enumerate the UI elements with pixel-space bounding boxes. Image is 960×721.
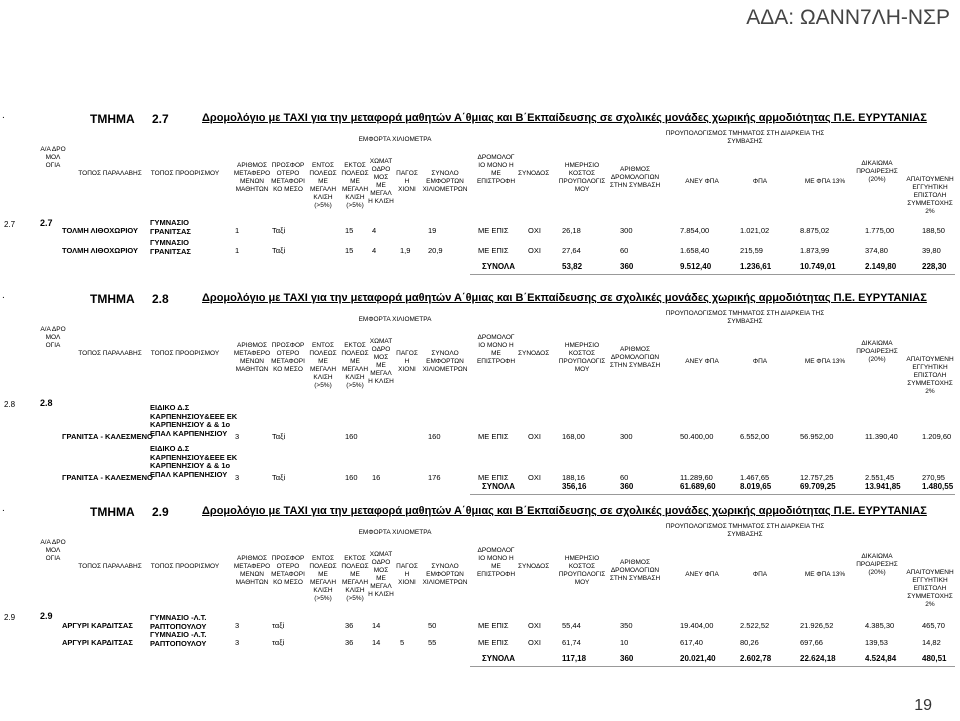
header-emforta: ΕΜΦΟΡΤΑ ΧΙΛΙΟΜΕΤΡΑ bbox=[358, 316, 432, 323]
aa-number: 2.9 bbox=[40, 611, 53, 621]
header-fpa: ΦΠΑ bbox=[752, 358, 768, 365]
header-arith_drom: ΑΡΙΘΜΟΣ ΔΡΟΜΟΛΟΓΙΩΝ ΣΤΗΝ ΣΥΜΒΑΣΗ bbox=[609, 559, 661, 582]
header-dromolog: ΔΡΟΜΟΛΟΓ ΙΟ ΜΟΝΟ Η ΜΕ ΕΠΙΣΤΡΟΦΗ bbox=[476, 547, 516, 578]
cell-route: ΜΕ ΕΠΙΣ bbox=[478, 432, 509, 441]
cell-sum: 50 bbox=[428, 621, 437, 630]
header-proypologismos: ΠΡΟΥΠΟΛΟΓΙΣΜΟΣ ΤΜΗΜΑΤΟΣ ΣΤΗ ΔΙΑΡΚΕΙΑ ΤΗΣ ΣΥΜΒΑΣΗΣ bbox=[665, 130, 825, 145]
cell-to: ΓΥΜΝΑΣΙΟ ΓΡΑΝΙΤΣΑΣ bbox=[150, 218, 191, 236]
cell-days: 10 bbox=[620, 638, 629, 647]
total-daily: 117,18 bbox=[562, 654, 587, 663]
header-dikaioma: ΔΙΚΑΙΩΜΑ ΠΡΟΑΙΡΕΣΗΣ (20%) bbox=[856, 160, 898, 183]
cell-egg: 14,82 bbox=[922, 638, 941, 647]
totals-label: ΣΥΝΟΛΑ bbox=[482, 654, 516, 663]
cell-route: ΜΕ ΕΠΙΣ bbox=[478, 473, 509, 482]
cell-veh: Ταξί bbox=[272, 226, 286, 235]
header-topos_proorismou: ΤΟΠΟΣ ΠΡΟΟΡΙΣΜΟΥ bbox=[150, 563, 220, 570]
header-emforta: ΕΜΦΟΡΤΑ ΧΙΛΙΟΜΕΤΡΑ bbox=[358, 529, 432, 536]
total-dik: 4.524,84 bbox=[865, 654, 897, 663]
cell-veh: Ταξί bbox=[272, 473, 286, 482]
header-synodos: ΣΥΝΟΔΟΣ bbox=[518, 563, 550, 570]
header-imerisio: ΗΜΕΡΗΣΙΟ ΚΟΣΤΟΣ ΠΡΟΥΠΟΛΟΓΙΣ ΜΟΥ bbox=[558, 342, 606, 373]
header-me_fpa: ΜΕ ΦΠΑ 13% bbox=[804, 571, 846, 578]
total-aneu: 20.021,40 bbox=[680, 654, 716, 663]
section-number: 2.9 bbox=[152, 505, 169, 519]
total-fpa: 1.236,61 bbox=[740, 262, 772, 271]
cell-syn: ΟΧΙ bbox=[528, 473, 541, 482]
cell-from: ΤΟΛΜΗ ΛΙΘΟΧΩΡΙΟΥ bbox=[62, 246, 139, 255]
header-topos_proorismou: ΤΟΠΟΣ ΠΡΟΟΡΙΣΜΟΥ bbox=[150, 170, 220, 177]
cell-ektos: 36 bbox=[345, 638, 354, 647]
section-label: ΤΜΗΜΑ bbox=[90, 112, 135, 126]
cell-daily: 168,00 bbox=[562, 432, 585, 441]
total-egg: 1.480,55 bbox=[922, 482, 954, 491]
cell-syn: ΟΧΙ bbox=[528, 621, 541, 630]
cell-from: ΓΡΑΝΙΤΣΑ - ΚΑΛΕΣΜΕΝΟ bbox=[62, 432, 153, 441]
cell-days: 300 bbox=[620, 432, 633, 441]
header-proypologismos: ΠΡΟΥΠΟΛΟΓΙΣΜΟΣ ΤΜΗΜΑΤΟΣ ΣΤΗ ΔΙΑΡΚΕΙΑ ΤΗΣ ΣΥΜΒΑΣΗΣ bbox=[665, 523, 825, 538]
cell-pagos: 1,9 bbox=[400, 246, 411, 255]
header-topos_proorismou: ΤΟΠΟΣ ΠΡΟΟΡΙΣΜΟΥ bbox=[150, 350, 220, 357]
header-me_fpa: ΜΕ ΦΠΑ 13% bbox=[804, 358, 846, 365]
header-entos: ΕΝΤΟΣ ΠΟΛΕΩΣ ΜΕ ΜΕΓΑΛΗ ΚΛΙΣΗ (>5%) bbox=[309, 162, 337, 209]
cell-n: 1 bbox=[235, 226, 240, 235]
cell-fpa: 1.467,65 bbox=[740, 473, 770, 482]
section-label: ΤΜΗΜΑ bbox=[90, 505, 135, 519]
section-number: 2.8 bbox=[152, 292, 169, 306]
total-aneu: 9.512,40 bbox=[680, 262, 712, 271]
cell-egg: 270,95 bbox=[922, 473, 945, 482]
header-ektos: ΕΚΤΟΣ ΠΟΛΕΩΣ ΜΕ ΜΕΓΑΛΗ ΚΛΙΣΗ (>5%) bbox=[341, 342, 369, 389]
cell-pagos: 5 bbox=[400, 638, 405, 647]
cell-from: ΤΟΛΜΗ ΛΙΘΟΧΩΡΙΟΥ bbox=[62, 226, 139, 235]
cell-dik: 11.390,40 bbox=[865, 432, 898, 441]
header-me_fpa: ΜΕ ΦΠΑ 13% bbox=[804, 178, 846, 185]
cell-dik: 1.775,00 bbox=[865, 226, 895, 235]
cell-syn: ΟΧΙ bbox=[528, 246, 541, 255]
header-aneu_fpa: ΑΝΕΥ ΦΠΑ bbox=[685, 571, 719, 578]
totals-label: ΣΥΝΟΛΑ bbox=[482, 262, 516, 271]
cell-sum: 20,9 bbox=[428, 246, 443, 255]
cell-fpa: 215,59 bbox=[740, 246, 763, 255]
total-egg: 228,30 bbox=[922, 262, 947, 271]
cell-n: 3 bbox=[235, 473, 240, 482]
totals-rule bbox=[470, 494, 955, 495]
cell-to: ΕΙΔΙΚΟ Δ.Σ ΚΑΡΠΕΝΗΣΙΟΥ&ΕΕΕ ΕΚ ΚΑΡΠΕΝΗΣΙΟΥ & & 1ο ΕΠΑΛ ΚΑΡΠΕΝΗΣΙΟΥ bbox=[150, 403, 238, 438]
cell-aneu: 11.289,60 bbox=[680, 473, 713, 482]
cell-daily: 26,18 bbox=[562, 226, 581, 235]
header-proypologismos: ΠΡΟΥΠΟΛΟΓΙΣΜΟΣ ΤΜΗΜΑΤΟΣ ΣΤΗ ΔΙΑΡΚΕΙΑ ΤΗΣ ΣΥΜΒΑΣΗΣ bbox=[665, 310, 825, 325]
header-arith_drom: ΑΡΙΘΜΟΣ ΔΡΟΜΟΛΟΓΙΩΝ ΣΤΗΝ ΣΥΜΒΑΣΗ bbox=[609, 346, 661, 369]
cell-veh: ταξί bbox=[272, 621, 285, 630]
cell-ektos: 160 bbox=[345, 432, 358, 441]
header-aa: Α/Α ΔΡΟ ΜΟΛ ΟΓΙΑ bbox=[40, 539, 66, 562]
section-title: Δρομολόγιο με ΤΑΧΙ για την μεταφορά μαθητών Α΄θμιας και Β΄Εκπαίδευσης σε σχολικές μονάδες χωρικής αρμοδιότητας Π.Ε. ΕΥΡΥΤΑΝΙΑΣ bbox=[202, 292, 927, 304]
cell-route: ΜΕ ΕΠΙΣ bbox=[478, 638, 509, 647]
header-ektos: ΕΚΤΟΣ ΠΟΛΕΩΣ ΜΕ ΜΕΓΑΛΗ ΚΛΙΣΗ (>5%) bbox=[341, 162, 369, 209]
header-xomat: ΧΩΜΑΤ ΟΔΡΟ ΜΟΣ ΜΕ ΜΕΓΑΛ Η ΚΛΙΣΗ bbox=[368, 338, 394, 385]
header-prosfor: ΠΡΟΣΦΟΡ ΟΤΕΡΟ ΜΕΤΑΦΟΡΙ ΚΟ ΜΕΣΟ bbox=[271, 342, 305, 373]
header-pagos: ΠΑΓΟΣ Η ΧΙΟΝΙ bbox=[396, 170, 418, 193]
section-dot: . bbox=[2, 290, 5, 301]
cell-route: ΜΕ ΕΠΙΣ bbox=[478, 246, 509, 255]
cell-xom: 4 bbox=[372, 246, 377, 255]
section-dot: . bbox=[2, 110, 5, 121]
header-arithmos: ΑΡΙΘΜΟΣ ΜΕΤΑΦΕΡΟ ΜΕΝΩΝ ΜΑΘΗΤΩΝ bbox=[233, 162, 271, 193]
cell-egg: 39,80 bbox=[922, 246, 941, 255]
cell-ektos: 160 bbox=[345, 473, 358, 482]
cell-mefpa: 12.757,25 bbox=[800, 473, 834, 482]
cell-daily: 55,44 bbox=[562, 621, 581, 630]
header-synolo: ΣΥΝΟΛΟ ΕΜΦΟΡΤΩΝ ΧΙΛΙΟΜΕΤΡΩΝ bbox=[422, 350, 468, 373]
cell-veh: Ταξί bbox=[272, 432, 286, 441]
cell-n: 3 bbox=[235, 638, 240, 647]
header-xomat: ΧΩΜΑΤ ΟΔΡΟ ΜΟΣ ΜΕ ΜΕΓΑΛ Η ΚΛΙΣΗ bbox=[368, 158, 394, 205]
header-emforta: ΕΜΦΟΡΤΑ ΧΙΛΙΟΜΕΤΡΑ bbox=[358, 136, 432, 143]
cell-n: 1 bbox=[235, 246, 240, 255]
cell-mefpa: 21.926,52 bbox=[800, 621, 834, 630]
header-synodos: ΣΥΝΟΔΟΣ bbox=[518, 170, 550, 177]
cell-from: ΑΡΓΥΡΙ ΚΑΡΔΙΤΣΑΣ bbox=[62, 621, 133, 630]
page-header-band bbox=[0, 0, 960, 44]
header-topos_paralavis: ΤΟΠΟΣ ΠΑΡΑΛΑΒΗΣ bbox=[78, 563, 142, 570]
section-label: ΤΜΗΜΑ bbox=[90, 292, 135, 306]
header-aneu_fpa: ΑΝΕΥ ΦΠΑ bbox=[685, 178, 719, 185]
cell-daily: 61,74 bbox=[562, 638, 581, 647]
total-dik: 2.149,80 bbox=[865, 262, 897, 271]
section-title: Δρομολόγιο με ΤΑΧΙ για την μεταφορά μαθητών Α΄θμιας και Β΄Εκπαίδευσης σε σχολικές μονάδες χωρικής αρμοδιότητας Π.Ε. ΕΥΡΥΤΑΝΙΑΣ bbox=[202, 112, 927, 124]
cell-mefpa: 56.952,00 bbox=[800, 432, 834, 441]
header-entos: ΕΝΤΟΣ ΠΟΛΕΩΣ ΜΕ ΜΕΓΑΛΗ ΚΛΙΣΗ (>5%) bbox=[309, 555, 337, 602]
cell-route: ΜΕ ΕΠΙΣ bbox=[478, 621, 509, 630]
cell-daily: 188,16 bbox=[562, 473, 585, 482]
total-daily: 53,82 bbox=[562, 262, 583, 271]
cell-fpa: 80,26 bbox=[740, 638, 759, 647]
cell-dik: 2.551,45 bbox=[865, 473, 895, 482]
cell-to: ΓΥΜΝΑΣΙΟ ΓΡΑΝΙΤΣΑΣ bbox=[150, 238, 191, 256]
cell-sum: 176 bbox=[428, 473, 441, 482]
header-synodos: ΣΥΝΟΔΟΣ bbox=[518, 350, 550, 357]
cell-veh: Ταξί bbox=[272, 246, 286, 255]
cell-veh: ταξί bbox=[272, 638, 285, 647]
total-dik: 13.941,85 bbox=[865, 482, 901, 491]
header-topos_paralavis: ΤΟΠΟΣ ΠΑΡΑΛΑΒΗΣ bbox=[78, 350, 142, 357]
header-aa: Α/Α ΔΡΟ ΜΟΛ ΟΓΙΑ bbox=[40, 146, 66, 169]
cell-mefpa: 8.875,02 bbox=[800, 226, 830, 235]
total-egg: 480,51 bbox=[922, 654, 947, 663]
cell-mefpa: 1.873,99 bbox=[800, 246, 830, 255]
header-xomat: ΧΩΜΑΤ ΟΔΡΟ ΜΟΣ ΜΕ ΜΕΓΑΛ Η ΚΛΙΣΗ bbox=[368, 551, 394, 598]
cell-fpa: 6.552,00 bbox=[740, 432, 770, 441]
total-daily: 356,16 bbox=[562, 482, 587, 491]
total-days: 360 bbox=[620, 482, 634, 491]
header-imerisio: ΗΜΕΡΗΣΙΟ ΚΟΣΤΟΣ ΠΡΟΥΠΟΛΟΓΙΣ ΜΟΥ bbox=[558, 162, 606, 193]
header-entos: ΕΝΤΟΣ ΠΟΛΕΩΣ ΜΕ ΜΕΓΑΛΗ ΚΛΙΣΗ (>5%) bbox=[309, 342, 337, 389]
cell-aneu: 1.658,40 bbox=[680, 246, 710, 255]
cell-from: ΓΡΑΝΙΤΣΑ - ΚΑΛΕΣΜΕΝΟ bbox=[62, 473, 153, 482]
cell-aneu: 19.404,00 bbox=[680, 621, 714, 630]
cell-to: ΕΙΔΙΚΟ Δ.Σ ΚΑΡΠΕΝΗΣΙΟΥ&ΕΕΕ ΕΚ ΚΑΡΠΕΝΗΣΙΟΥ & & 1ο ΕΠΑΛ ΚΑΡΠΕΝΗΣΙΟΥ bbox=[150, 444, 238, 479]
totals-label: ΣΥΝΟΛΑ bbox=[482, 482, 516, 491]
header-dikaioma: ΔΙΚΑΙΩΜΑ ΠΡΟΑΙΡΕΣΗΣ (20%) bbox=[856, 553, 898, 576]
cell-to: ΓΥΜΝΑΣΙΟ -Λ.Τ. ΡΑΠΤΟΠΟΥΛΟΥ bbox=[150, 630, 207, 648]
totals-rule bbox=[470, 666, 955, 667]
page-number: 19 bbox=[914, 697, 932, 714]
cell-dik: 139,53 bbox=[865, 638, 888, 647]
cell-sum: 19 bbox=[428, 226, 437, 235]
header-aneu_fpa: ΑΝΕΥ ΦΠΑ bbox=[685, 358, 719, 365]
cell-syn: ΟΧΙ bbox=[528, 432, 541, 441]
header-pagos: ΠΑΓΟΣ Η ΧΙΟΝΙ bbox=[396, 350, 418, 373]
side-number: 2.7 bbox=[4, 220, 16, 229]
cell-xom: 4 bbox=[372, 226, 377, 235]
header-apaitoumeni: ΑΠΑΙΤΟΥΜΕΝΗ ΕΓΓΥΗΤΙΚΗ ΕΠΙΣΤΟΛΗ ΣΥΜΜΕΤΟΧΗΣ 2% bbox=[906, 569, 954, 608]
section-number: 2.7 bbox=[152, 112, 169, 126]
cell-to: ΓΥΜΝΑΣΙΟ -Λ.Τ. ΡΑΠΤΟΠΟΥΛΟΥ bbox=[150, 613, 207, 631]
cell-mefpa: 697,66 bbox=[800, 638, 823, 647]
cell-xom: 14 bbox=[372, 621, 381, 630]
header-synolo: ΣΥΝΟΛΟ ΕΜΦΟΡΤΩΝ ΧΙΛΙΟΜΕΤΡΩΝ bbox=[422, 563, 468, 586]
cell-aneu: 50.400,00 bbox=[680, 432, 714, 441]
cell-egg: 1.209,60 bbox=[922, 432, 952, 441]
header-synolo: ΣΥΝΟΛΟ ΕΜΦΟΡΤΩΝ ΧΙΛΙΟΜΕΤΡΩΝ bbox=[422, 170, 468, 193]
cell-aneu: 7.854,00 bbox=[680, 226, 710, 235]
cell-fpa: 1.021,02 bbox=[740, 226, 770, 235]
aa-number: 2.8 bbox=[40, 398, 53, 408]
cell-ektos: 36 bbox=[345, 621, 354, 630]
cell-n: 3 bbox=[235, 432, 240, 441]
totals-rule bbox=[470, 274, 955, 275]
total-fpa: 8.019,65 bbox=[740, 482, 772, 491]
total-mefpa: 69.709,25 bbox=[800, 482, 836, 491]
header-aa: Α/Α ΔΡΟ ΜΟΛ ΟΓΙΑ bbox=[40, 326, 66, 349]
cell-route: ΜΕ ΕΠΙΣ bbox=[478, 226, 509, 235]
total-fpa: 2.602,78 bbox=[740, 654, 772, 663]
cell-days: 60 bbox=[620, 246, 629, 255]
header-prosfor: ΠΡΟΣΦΟΡ ΟΤΕΡΟ ΜΕΤΑΦΟΡΙ ΚΟ ΜΕΣΟ bbox=[271, 555, 305, 586]
page-header-code: ΑΔΑ: ΩΑΝΝ7ΛΗ-ΝΣΡ bbox=[746, 6, 950, 29]
header-dromolog: ΔΡΟΜΟΛΟΓ ΙΟ ΜΟΝΟ Η ΜΕ ΕΠΙΣΤΡΟΦΗ bbox=[476, 154, 516, 185]
header-apaitoumeni: ΑΠΑΙΤΟΥΜΕΝΗ ΕΓΓΥΗΤΙΚΗ ΕΠΙΣΤΟΛΗ ΣΥΜΜΕΤΟΧΗΣ 2% bbox=[906, 356, 954, 395]
total-mefpa: 10.749,01 bbox=[800, 262, 836, 271]
total-days: 360 bbox=[620, 262, 634, 271]
cell-daily: 27,64 bbox=[562, 246, 581, 255]
cell-egg: 188,50 bbox=[922, 226, 945, 235]
cell-syn: ΟΧΙ bbox=[528, 226, 541, 235]
header-arith_drom: ΑΡΙΘΜΟΣ ΔΡΟΜΟΛΟΓΙΩΝ ΣΤΗΝ ΣΥΜΒΑΣΗ bbox=[609, 166, 661, 189]
total-mefpa: 22.624,18 bbox=[800, 654, 836, 663]
cell-fpa: 2.522,52 bbox=[740, 621, 770, 630]
header-topos_paralavis: ΤΟΠΟΣ ΠΑΡΑΛΑΒΗΣ bbox=[78, 170, 142, 177]
section-dot: . bbox=[2, 503, 5, 514]
header-dikaioma: ΔΙΚΑΙΩΜΑ ΠΡΟΑΙΡΕΣΗΣ (20%) bbox=[856, 340, 898, 363]
header-arithmos: ΑΡΙΘΜΟΣ ΜΕΤΑΦΕΡΟ ΜΕΝΩΝ ΜΑΘΗΤΩΝ bbox=[233, 342, 271, 373]
cell-ektos: 15 bbox=[345, 226, 354, 235]
total-days: 360 bbox=[620, 654, 634, 663]
header-arithmos: ΑΡΙΘΜΟΣ ΜΕΤΑΦΕΡΟ ΜΕΝΩΝ ΜΑΘΗΤΩΝ bbox=[233, 555, 271, 586]
cell-ektos: 15 bbox=[345, 246, 354, 255]
section-title: Δρομολόγιο με ΤΑΧΙ για την μεταφορά μαθητών Α΄θμιας και Β΄Εκπαίδευσης σε σχολικές μονάδες χωρικής αρμοδιότητας Π.Ε. ΕΥΡΥΤΑΝΙΑΣ bbox=[202, 505, 927, 517]
header-prosfor: ΠΡΟΣΦΟΡ ΟΤΕΡΟ ΜΕΤΑΦΟΡΙ ΚΟ ΜΕΣΟ bbox=[271, 162, 305, 193]
cell-n: 3 bbox=[235, 621, 240, 630]
header-pagos: ΠΑΓΟΣ Η ΧΙΟΝΙ bbox=[396, 563, 418, 586]
header-imerisio: ΗΜΕΡΗΣΙΟ ΚΟΣΤΟΣ ΠΡΟΥΠΟΛΟΓΙΣ ΜΟΥ bbox=[558, 555, 606, 586]
cell-days: 60 bbox=[620, 473, 629, 482]
header-fpa: ΦΠΑ bbox=[752, 178, 768, 185]
cell-dik: 4.385,30 bbox=[865, 621, 895, 630]
header-dromolog: ΔΡΟΜΟΛΟΓ ΙΟ ΜΟΝΟ Η ΜΕ ΕΠΙΣΤΡΟΦΗ bbox=[476, 334, 516, 365]
header-ektos: ΕΚΤΟΣ ΠΟΛΕΩΣ ΜΕ ΜΕΓΑΛΗ ΚΛΙΣΗ (>5%) bbox=[341, 555, 369, 602]
side-number: 2.9 bbox=[4, 613, 16, 622]
aa-number: 2.7 bbox=[40, 218, 53, 228]
cell-days: 300 bbox=[620, 226, 633, 235]
total-aneu: 61.689,60 bbox=[680, 482, 716, 491]
cell-aneu: 617,40 bbox=[680, 638, 703, 647]
cell-syn: ΟΧΙ bbox=[528, 638, 541, 647]
cell-sum: 160 bbox=[428, 432, 441, 441]
cell-dik: 374,80 bbox=[865, 246, 888, 255]
cell-egg: 465,70 bbox=[922, 621, 945, 630]
side-number: 2.8 bbox=[4, 400, 16, 409]
cell-sum: 55 bbox=[428, 638, 437, 647]
cell-xom: 14 bbox=[372, 638, 381, 647]
cell-xom: 16 bbox=[372, 473, 381, 482]
header-apaitoumeni: ΑΠΑΙΤΟΥΜΕΝΗ ΕΓΓΥΗΤΙΚΗ ΕΠΙΣΤΟΛΗ ΣΥΜΜΕΤΟΧΗΣ 2% bbox=[906, 176, 954, 215]
cell-from: ΑΡΓΥΡΙ ΚΑΡΔΙΤΣΑΣ bbox=[62, 638, 133, 647]
header-fpa: ΦΠΑ bbox=[752, 571, 768, 578]
cell-days: 350 bbox=[620, 621, 633, 630]
